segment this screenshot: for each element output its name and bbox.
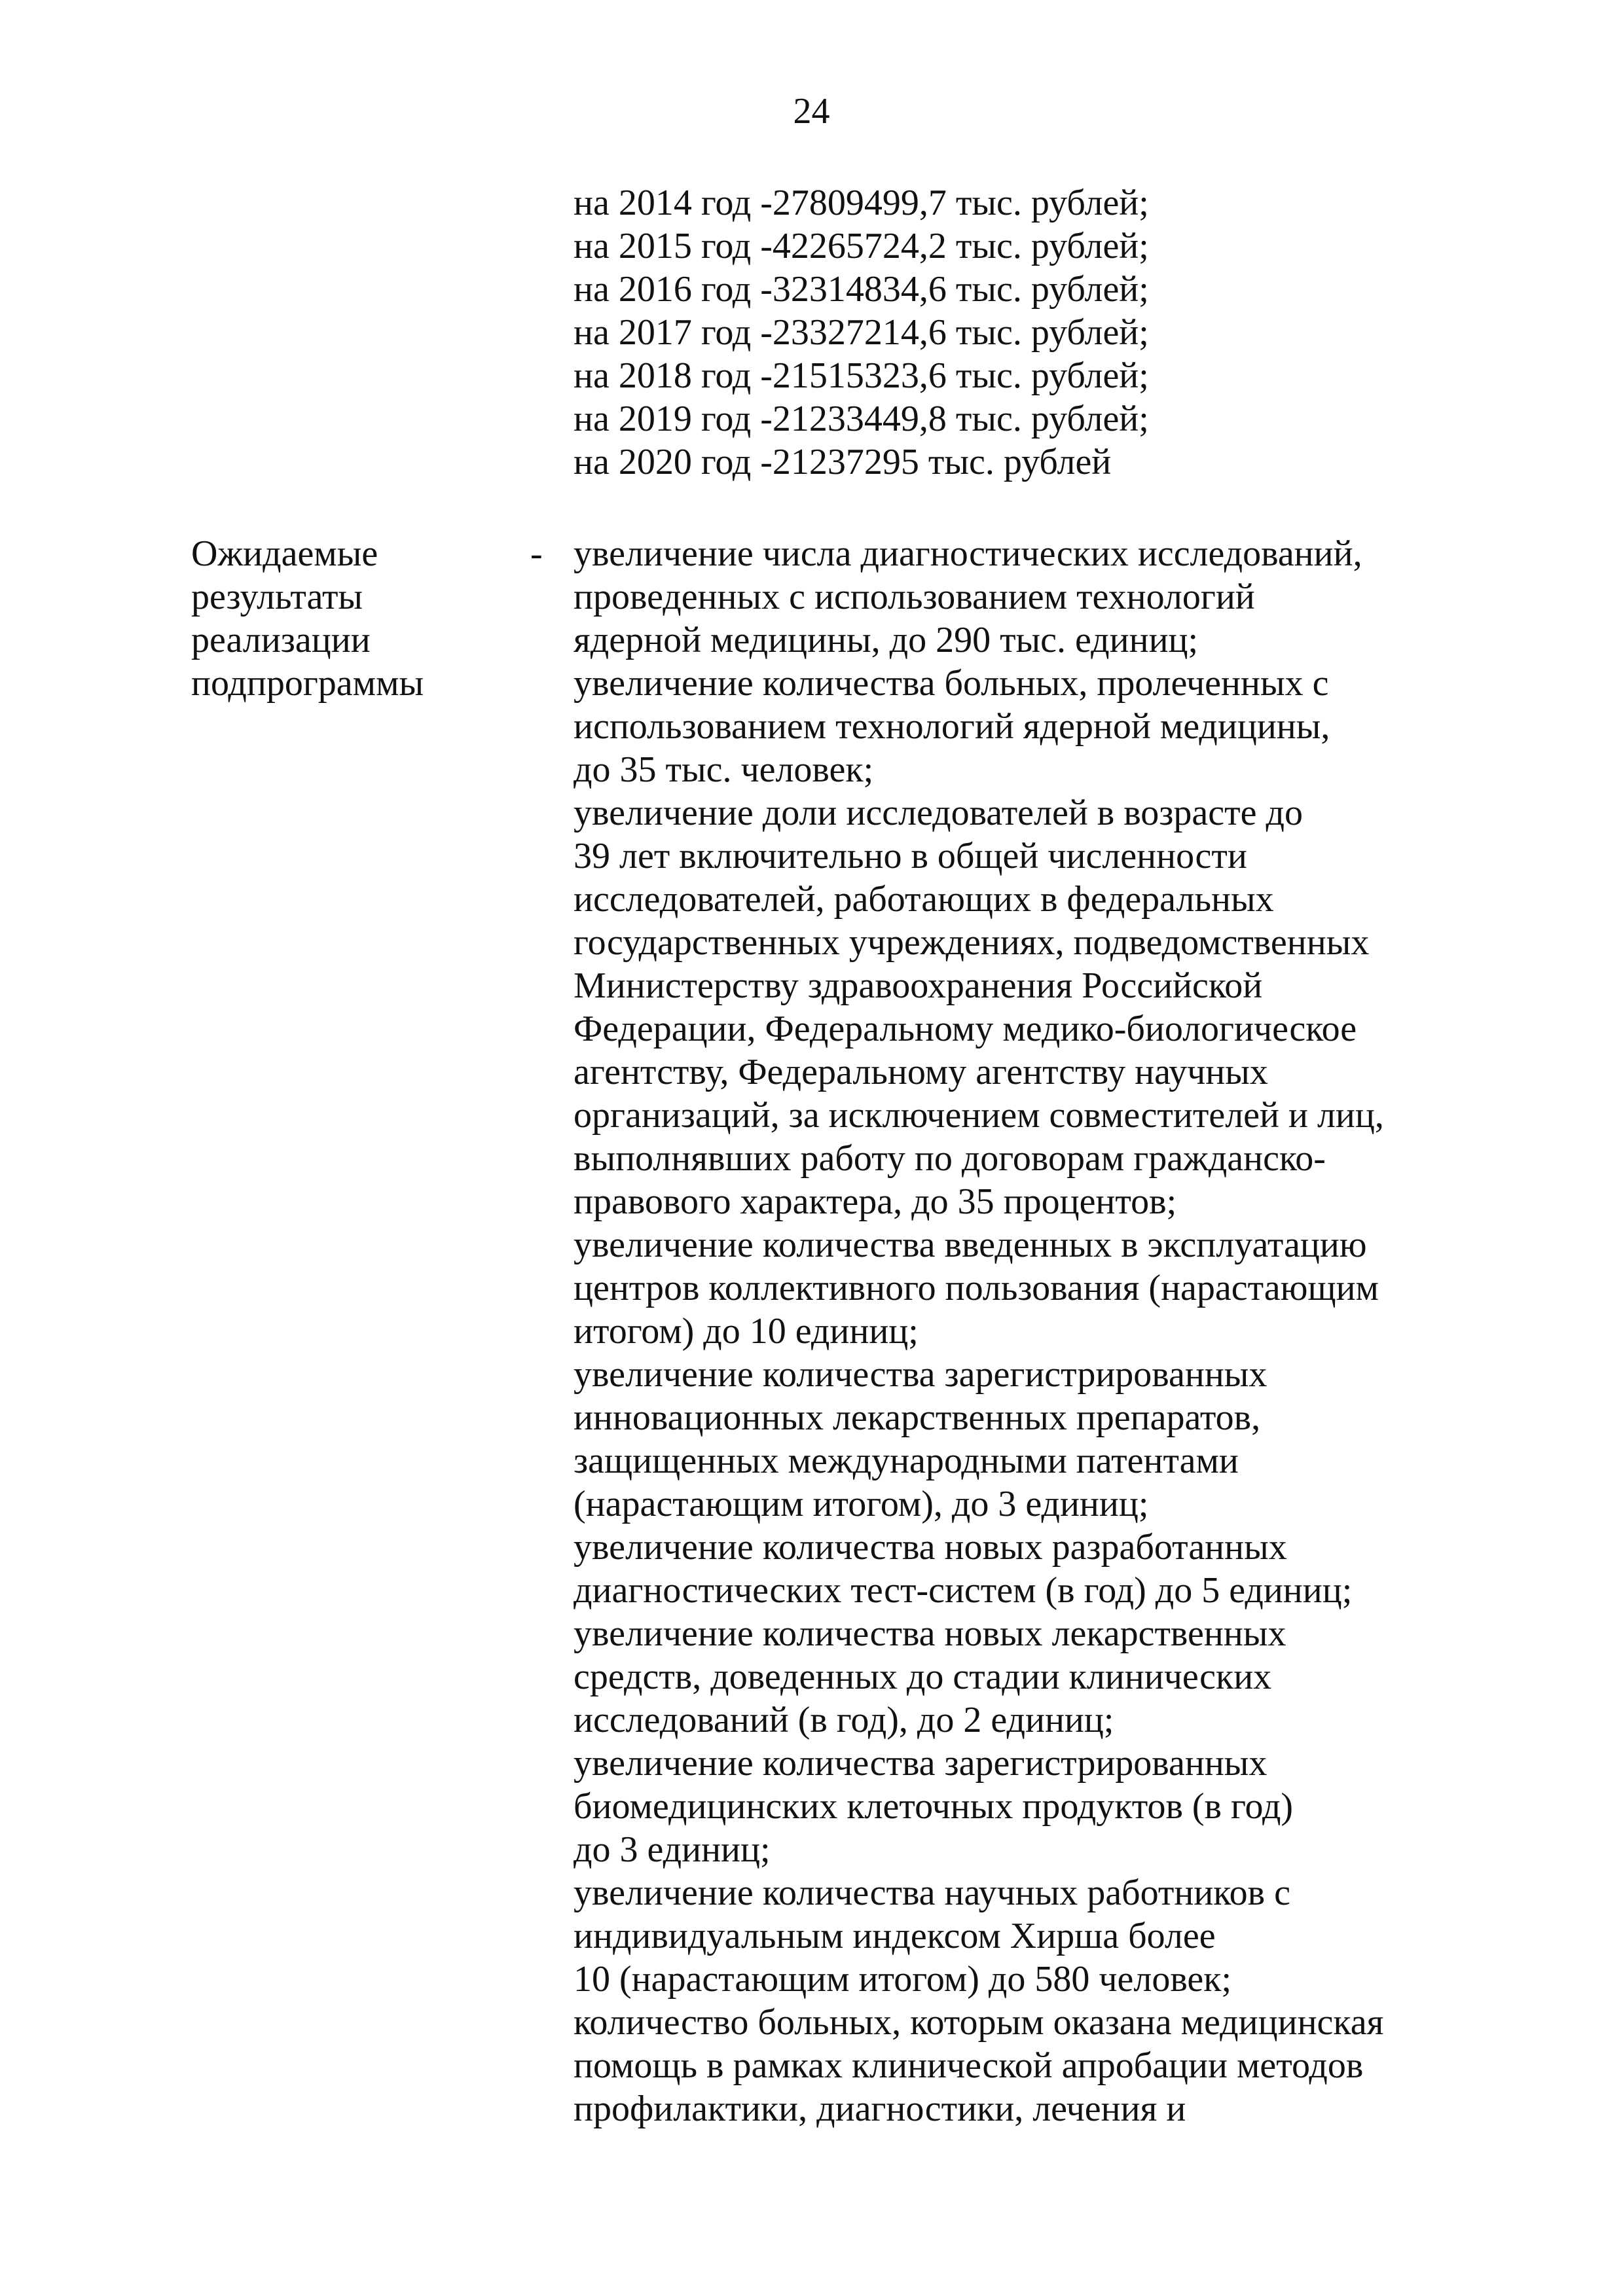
funding-line: на 2018 год -21515323,6 тыс. рублей; bbox=[574, 355, 1149, 396]
results-line: профилактики, диагностики, лечения и bbox=[574, 2089, 1186, 2129]
results-line: агентству, Федеральному агентству научных bbox=[574, 1052, 1268, 1092]
separator-dash: - bbox=[530, 533, 543, 574]
results-line: центров коллективного пользования (нарастающим bbox=[574, 1268, 1379, 1308]
results-line: Федерации, Федеральному медико-биологическое bbox=[574, 1009, 1357, 1049]
results-line: увеличение количества научных работников с bbox=[574, 1873, 1290, 1913]
results-line: 10 (нарастающим итогом) до 580 человек; bbox=[574, 1959, 1232, 2000]
results-line: биомедицинских клеточных продуктов (в год) bbox=[574, 1786, 1294, 1827]
results-line: 39 лет включительно в общей численности bbox=[574, 836, 1247, 876]
results-line: Министерству здравоохранения Российской bbox=[574, 965, 1263, 1006]
results-line: до 3 единиц; bbox=[574, 1829, 771, 1870]
funding-line: на 2017 год -23327214,6 тыс. рублей; bbox=[574, 312, 1149, 353]
results-line: итогом) до 10 единиц; bbox=[574, 1311, 919, 1352]
results-line: увеличение количества больных, пролеченных с bbox=[574, 663, 1329, 704]
funding-line: на 2019 год -21233449,8 тыс. рублей; bbox=[574, 399, 1149, 439]
funding-list bbox=[574, 181, 1149, 484]
results-line: государственных учреждениях, подведомственных bbox=[574, 922, 1370, 963]
results-line: организаций, за исключением совместителей и лиц, bbox=[574, 1095, 1384, 1136]
section-label-line: подпрограммы bbox=[191, 663, 424, 704]
results-line: правового характера, до 35 процентов; bbox=[574, 1181, 1177, 1222]
funding-line: на 2020 год -21237295 тыс. рублей bbox=[574, 442, 1112, 482]
section-label-line: реализации bbox=[191, 620, 371, 660]
section-label-line: результаты bbox=[191, 577, 363, 617]
funding-line: на 2016 год -32314834,6 тыс. рублей; bbox=[574, 269, 1149, 310]
results-line: увеличение количества введенных в эксплуатацию bbox=[574, 1225, 1367, 1265]
funding-line: на 2014 год -27809499,7 тыс. рублей; bbox=[574, 183, 1149, 223]
results-line: увеличение количества зарегистрированных bbox=[574, 1354, 1267, 1395]
results-line: исследований (в год), до 2 единиц; bbox=[574, 1700, 1114, 1740]
funding-line: на 2015 год -42265724,2 тыс. рублей; bbox=[574, 226, 1149, 266]
results-line: количество больных, которым оказана медицинская bbox=[574, 2002, 1384, 2043]
section-label bbox=[191, 532, 424, 705]
results-line: увеличение числа диагностических исследований, bbox=[574, 533, 1362, 574]
results-line: использованием технологий ядерной медицины, bbox=[574, 706, 1330, 747]
results-line: выполнявших работу по договорам гражданско- bbox=[574, 1138, 1326, 1179]
results-line: помощь в рамках клинической апробации методов bbox=[574, 2045, 1364, 2086]
results-line: до 35 тыс. человек; bbox=[574, 749, 874, 790]
section-label-line: Ожидаемые bbox=[191, 533, 378, 574]
results-line: диагностических тест-систем (в год) до 5 единиц; bbox=[574, 1570, 1353, 1611]
results-line: защищенных международными патентами bbox=[574, 1441, 1239, 1481]
results-line: индивидуальным индексом Хирша более bbox=[574, 1916, 1216, 1956]
results-line: инновационных лекарственных препаратов, bbox=[574, 1397, 1261, 1438]
expected-results bbox=[574, 532, 1384, 2130]
results-line: исследователей, работающих в федеральных bbox=[574, 879, 1274, 920]
results-line: увеличение количества новых лекарственных bbox=[574, 1613, 1286, 1654]
results-line: средств, доведенных до стадии клинических bbox=[574, 1657, 1272, 1697]
results-line: ядерной медицины, до 290 тыс. единиц; bbox=[574, 620, 1199, 660]
page-number: 24 bbox=[793, 91, 830, 132]
results-line: (нарастающим итогом), до 3 единиц; bbox=[574, 1484, 1149, 1524]
results-line: увеличение количества зарегистрированных bbox=[574, 1743, 1267, 1784]
results-line: увеличение доли исследователей в возрасте до bbox=[574, 793, 1303, 833]
results-line: увеличение количества новых разработанных bbox=[574, 1527, 1287, 1568]
results-line: проведенных с использованием технологий bbox=[574, 577, 1255, 617]
